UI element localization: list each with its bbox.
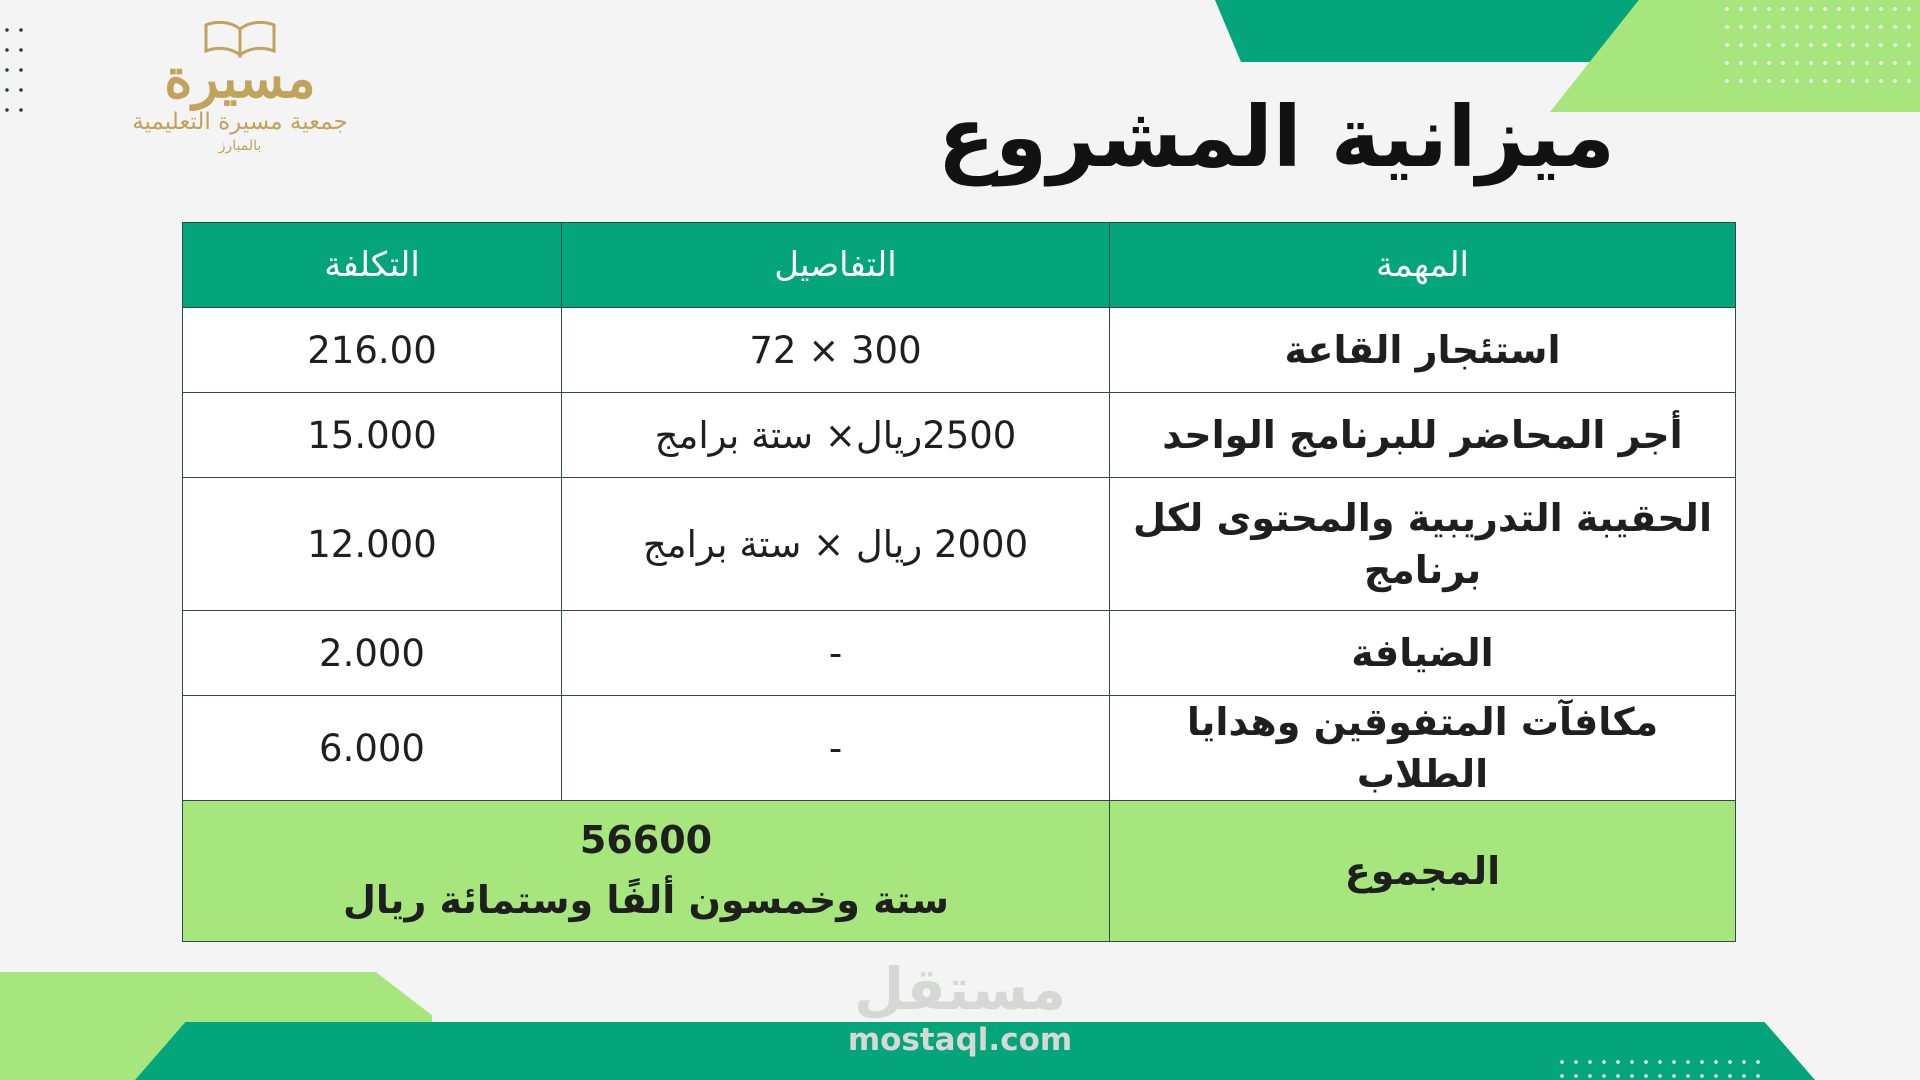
table-row	[183, 478, 1736, 611]
header-cost: التكلفة	[183, 223, 562, 308]
cost-cell: 216.00	[183, 308, 562, 393]
details-cell: -	[562, 696, 1110, 801]
task-cell: استئجار القاعة	[1110, 308, 1736, 393]
cost-cell: 12.000	[183, 478, 562, 611]
table-row	[183, 308, 1736, 393]
watermark-arabic: مستقل	[853, 955, 1067, 1023]
cost-cell: 2.000	[183, 611, 562, 696]
task-cell: مكافآت المتفوقين وهدايا الطلاب	[1110, 696, 1736, 801]
logo-organization: جمعية مسيرة التعليمية	[132, 109, 348, 135]
budget-table	[182, 222, 1736, 942]
table-row	[183, 696, 1736, 801]
total-in-words: ستة وخمسون ألفًا وستمائة ريال	[342, 878, 950, 922]
header-details: التفاصيل	[562, 223, 1110, 308]
total-amount-cell	[183, 801, 1110, 942]
task-cell: الضيافة	[1110, 611, 1736, 696]
page-title: ميزانية المشروع	[937, 88, 1615, 186]
watermark	[845, 955, 1075, 1057]
total-value: 56600	[579, 818, 713, 862]
header-task: المهمة	[1110, 223, 1736, 308]
details-cell: -	[562, 611, 1110, 696]
watermark-url: mostaql.com	[847, 1022, 1073, 1058]
table-row	[183, 393, 1736, 478]
task-cell: أجر المحاضر للبرنامج الواحد	[1110, 393, 1736, 478]
logo-subtitle: بالمبارز	[218, 138, 262, 154]
details-cell: 2500ريال× ستة برامج	[562, 393, 1110, 478]
dot-pattern-bottom	[1555, 1055, 1770, 1080]
total-row	[183, 801, 1736, 942]
cost-cell: 15.000	[183, 393, 562, 478]
details-cell: 2000 ريال × ستة برامج	[562, 478, 1110, 611]
task-cell: الحقيبة التدريبية والمحتوى لكل برنامج	[1110, 478, 1736, 611]
table-header-row	[183, 223, 1736, 308]
total-label: المجموع	[1110, 801, 1736, 942]
dot-pattern-top-right	[1720, 0, 1920, 90]
cost-cell: 6.000	[183, 696, 562, 801]
table-row	[183, 611, 1736, 696]
dot-pattern-left	[0, 20, 30, 120]
logo-name: مسيرة	[164, 46, 316, 110]
details-cell: 300 × 72	[562, 308, 1110, 393]
organization-logo	[125, 15, 355, 215]
